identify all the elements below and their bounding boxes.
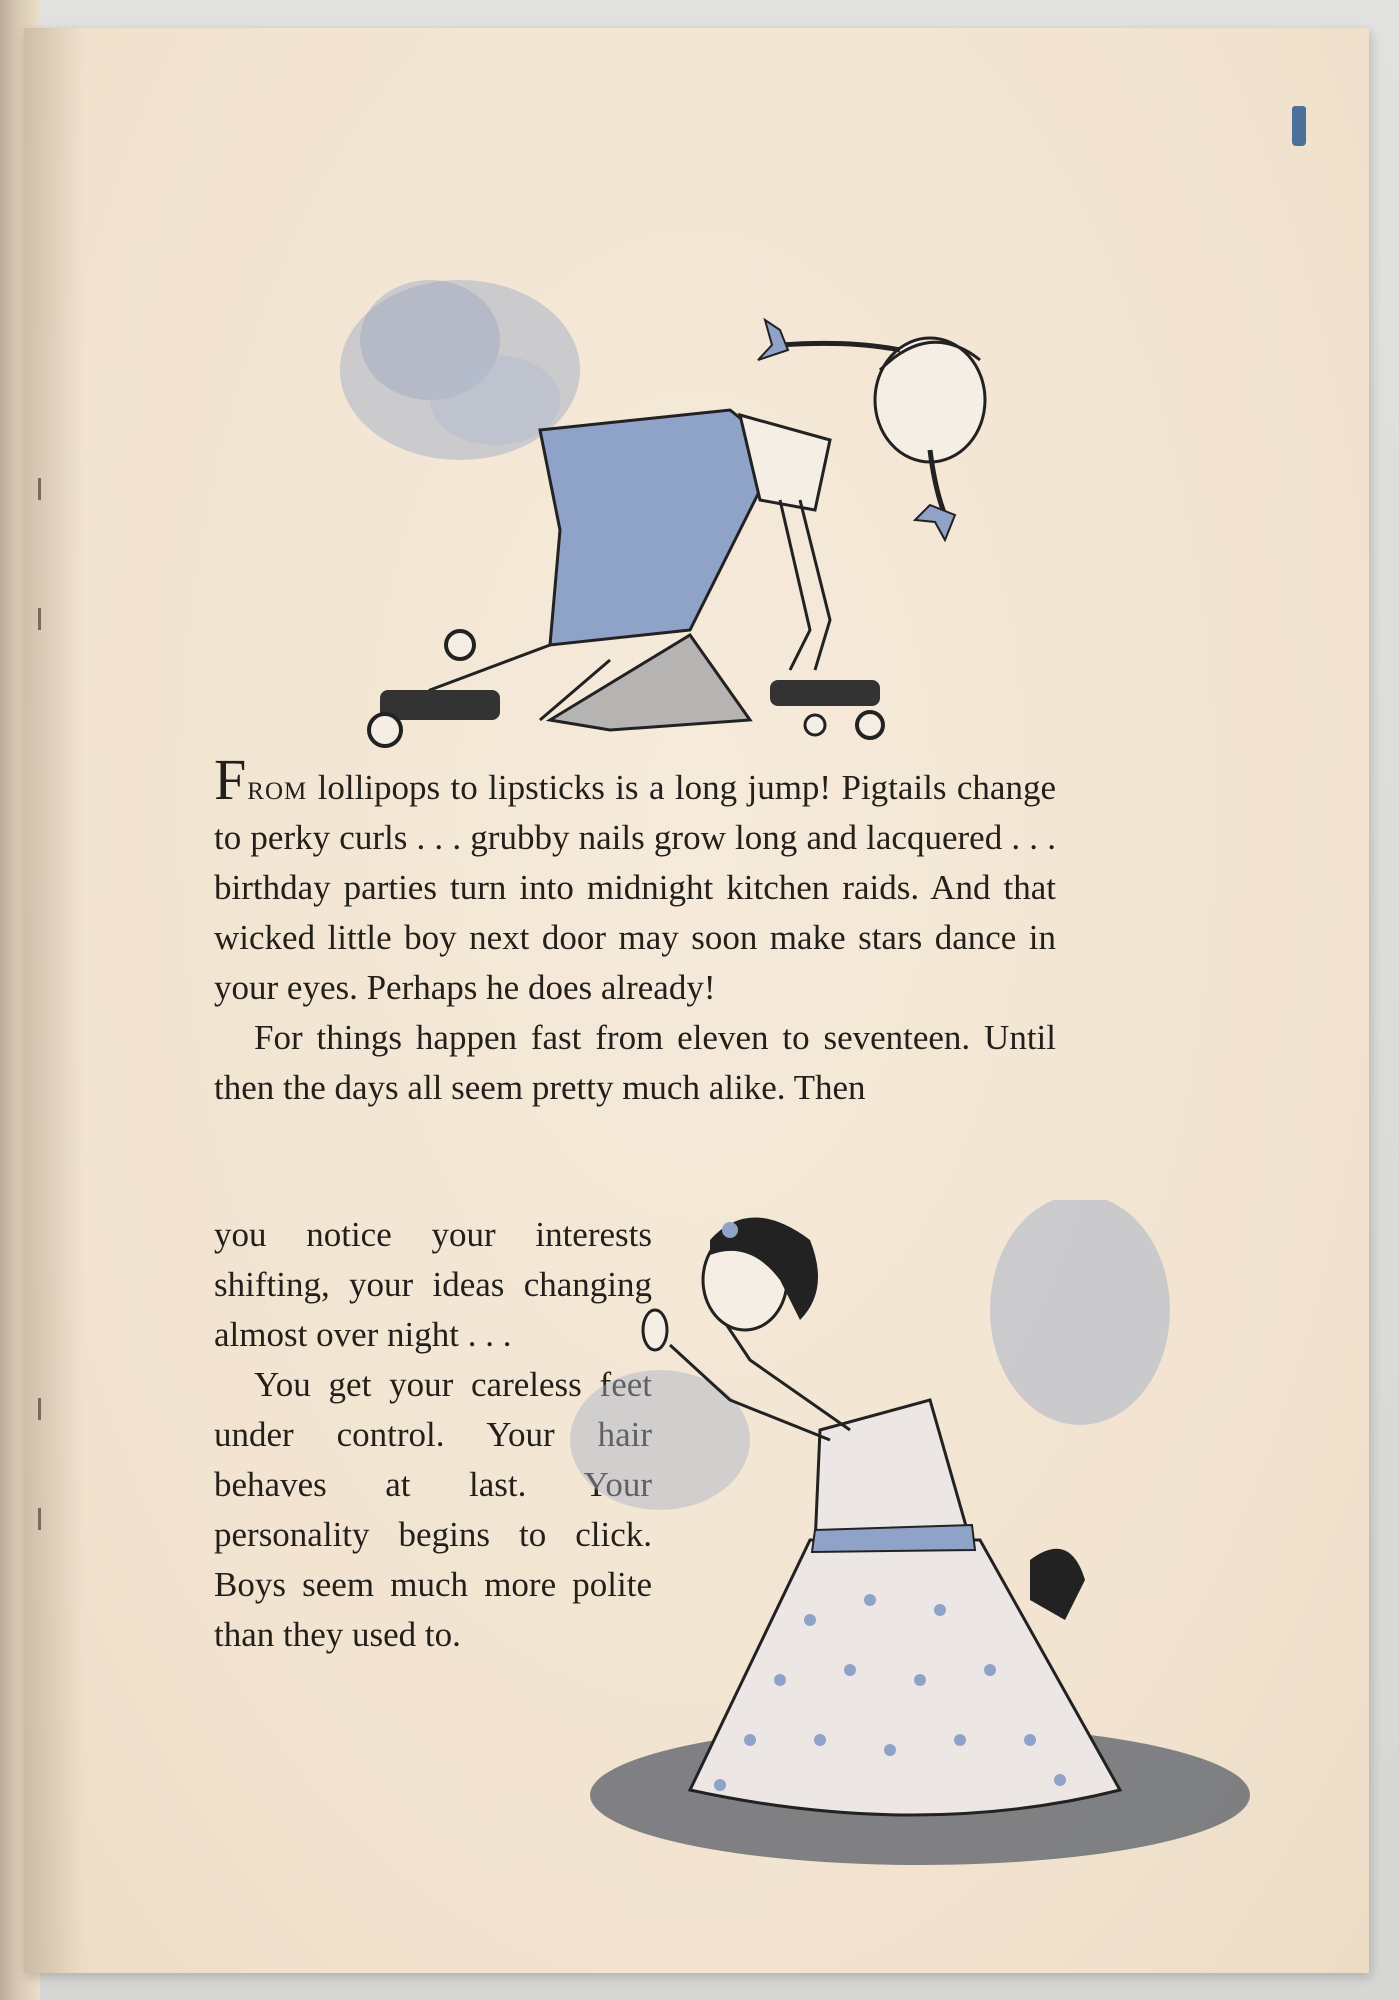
small-caps-lead: rom [247, 768, 308, 807]
paragraph-2: For things happen fast from eleven to seventeen. Until then the days all seem pretty much alike. Then [214, 1018, 1056, 1107]
gutter-shade [24, 28, 84, 1973]
body-text-full-width [214, 747, 1056, 1113]
page-tab-marker [1292, 106, 1306, 146]
staple-mark [38, 1508, 41, 1530]
drop-cap: F [214, 747, 248, 812]
staple-mark [38, 1398, 41, 1420]
staple-mark [38, 608, 41, 630]
paragraph-1-text: lollipops to lipsticks is a long jump! Pigtails change to perky curls . . . grubby nails grow long and lacquered . . . birthday parties turn into midnight kitchen raids. And that wicked little boy next door may soon make stars dance in your eyes. Perhaps he does already! [214, 768, 1056, 1007]
young-woman-in-gown-applying-lipstick-illustration [560, 1200, 1260, 1880]
paragraph-1 [214, 747, 1056, 1013]
paragraph-3: You get your careless feet under control. Your hair behaves at last. Your personality begins to click. Boys seem much more polite than they used to. [214, 1365, 652, 1654]
paragraph-2-continued: you notice your interests shifting, your ideas changing almost over night . . . [214, 1215, 652, 1354]
staple-mark [38, 478, 41, 500]
girl-on-roller-skates-illustration [310, 250, 1010, 770]
